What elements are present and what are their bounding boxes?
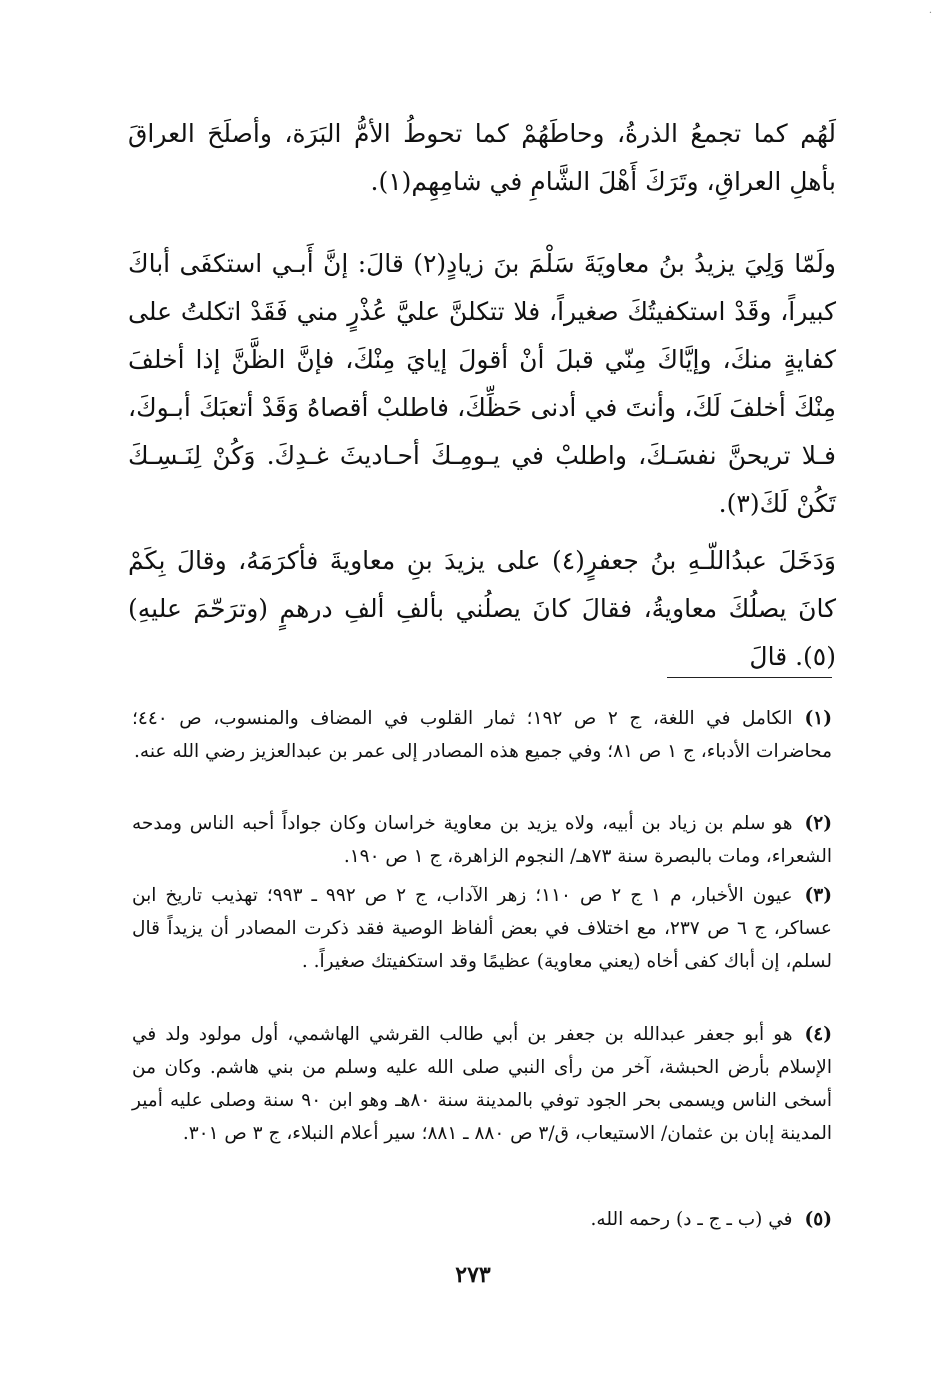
footnote-3 [132, 879, 832, 978]
page-number: ٢٧٣ [455, 1262, 491, 1288]
footnote-text: هو أبو جعفر عبدالله بن جعفر بن أبي طالب القرشي الهاشمي، أول مولود ولد في الإسلام بأرض الحبشة، آخر من رأى النبي صلى الله عليه وسلم من بني هاشم. وكان من أسخى الناس ويسمى بحر الجود توفي بالمدينة سنة ٨٠هـ وهو ابن ٩٠ سنة وصلى عليه أمير المدينة إبان بن عثمان/ الاستيعاب، ق/٣ ص ٨٨٠ ـ ٨٨١؛ سير أعلام النبلاء، ج ٣ ص ٣٠١. [132, 1024, 833, 1144]
footnote-number: (٤) [804, 1024, 832, 1045]
footnote-number: (٥) [804, 1209, 832, 1230]
footnote-5 [132, 1203, 832, 1236]
footnote-4 [132, 1018, 832, 1150]
footnote-1 [132, 702, 832, 768]
paragraph-3: وَدَخَلَ عبدُاللّـهِ بنُ جعفرٍ(٤) على يزيدَ بنِ معاويةَ فأكرَمَهُ، وقالَ بِكَمْ كانَ يصلُكَ معاويةُ، فقالَ كانَ يصلُني بألفِ ألفِ درهمٍ (وترَحّمَ عليهِ)(٥). قالَ [128, 546, 836, 671]
footnote-number: (٣) [804, 885, 832, 906]
footnote-text: عيون الأخبار، م ١ ج ٢ ص ١١٠؛ زهر الآداب، ج ٢ ص ٩٩٢ ـ ٩٩٣؛ تهذيب تاريخ ابن عساكر، ج ٦ ص ٢٣٧، مع اختلاف في بعض ألفاظ الوصية فقد ذكرت المصادر أن يزيداً قال لسلم، إن أباك كفى أخاه (يعني معاوية) عظيمًا وقد استكفيتك صغيراً. . [132, 885, 832, 972]
footnote-2 [132, 807, 832, 873]
footnote-number: (٢) [804, 813, 832, 834]
footnote-text: هو سلم بن زياد بن أبيه، ولاه يزيد بن معاوية خراسان وكان جواداً أحبه الناس ومدحه الشعراء، ومات بالبصرة سنة ٧٣هـ/ النجوم الزاهرة، ج ١ ص ١٩٠. [132, 813, 832, 867]
footnote-number: (١) [804, 708, 832, 729]
footnote-text: في (ب ـ ج ـ د) رحمه الله. [590, 1209, 793, 1230]
corner-mark: · [928, 8, 932, 19]
footnote-text: الكامل في اللغة، ج ٢ ص ١٩٢؛ ثمار القلوب في المضاف والمنسوب، ص ٤٤٠؛ محاضرات الأدباء، ج ١ ص ٨١؛ وفي جميع هذه المصادر إلى عمر بن عبدالعزيز رضي الله عنه. [132, 708, 832, 762]
paragraph-2: ولَمّا وَلِيَ يزيدُ بنُ معاويَةَ سَلْمَ بنَ زيادٍ(٢) قالَ: إنَّ أَبـي استكفَى أباكَ كبيراً، وقَدْ استكفيتُكَ صغيراً، فلا تتكلنَّ عليَّ عُذْرٍ مني فَقَدْ اتكلتُ على كفايةٍ منكَ، وإيَّاكَ مِنّي قبلَ أنْ أقولَ إيايَ مِنْكَ، فإنَّ الظَّنَّ إذا أخلفَ مِنْكَ أخلفَ لَكَ، وأنتَ في أدنى حَظِّكَ، فاطلبْ أقصاهُ وَقَدْ أتعبَكَ أبـوكَ، فـلا تريحنَّ نفسَـكَ، واطلبْ في يـومِـكَ أحـاديثَ غـدِكَ. وَكُنْ لِنَـسِـكَ تَكُنْ لَكَ(٣). [128, 249, 836, 518]
footnote-separator [667, 677, 832, 678]
paragraph-1: لَهُم كما تجمعُ الذرةُ، وحاطَهُمْ كما تحوطُ الأمُّ البَرَة، وأصلَحَ العراقَ بأهلِ العراقِ، وتَرَكَ أَهْلَ الشَّامِ في شامِهِم(١). [128, 119, 836, 196]
